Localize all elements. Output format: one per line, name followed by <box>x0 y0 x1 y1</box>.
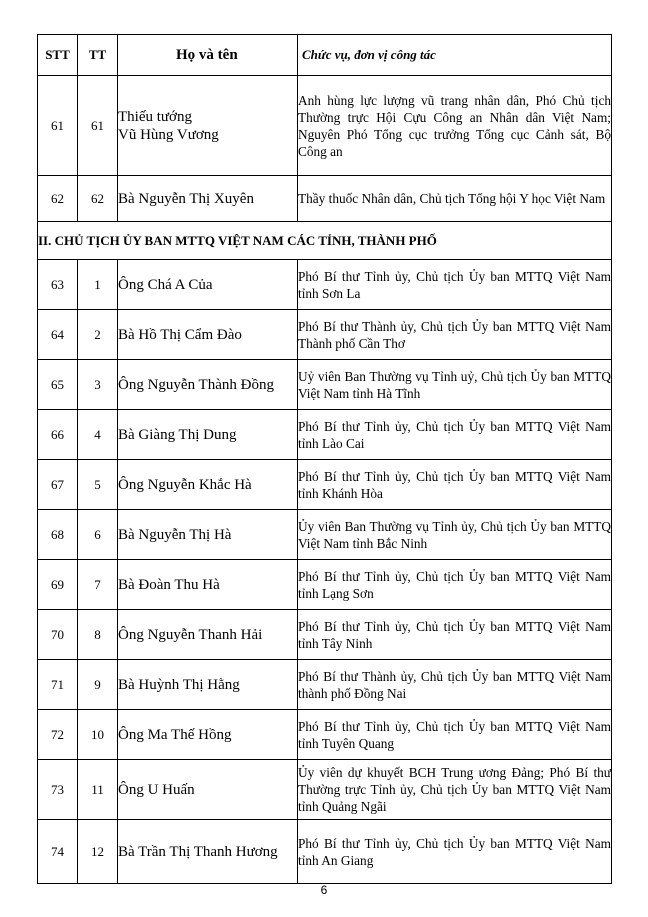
table-row <box>38 710 612 760</box>
stt-cell: 72 <box>38 710 78 760</box>
name-line-person: Vũ Hùng Vương <box>118 126 219 143</box>
table-row <box>38 460 612 510</box>
position-cell: Phó Bí thư Tỉnh ủy, Chủ tịch Ủy ban MTTQ Việt Nam tỉnh Sơn La <box>298 260 612 310</box>
position-cell: Phó Bí thư Tỉnh ủy, Chủ tịch Ủy ban MTTQ Việt Nam tỉnh Lào Cai <box>298 410 612 460</box>
name-cell: Bà Trần Thị Thanh Hương <box>118 820 298 884</box>
tt-cell: 61 <box>78 76 118 176</box>
stt-cell: 65 <box>38 360 78 410</box>
position-cell: Thầy thuốc Nhân dân, Chủ tịch Tổng hội Y học Việt Nam <box>298 176 612 222</box>
stt-cell: 63 <box>38 260 78 310</box>
member-table <box>37 34 612 884</box>
name-cell: Ông Nguyễn Thành Đồng <box>118 360 298 410</box>
tt-cell: 11 <box>78 760 118 820</box>
stt-cell: 70 <box>38 610 78 660</box>
tt-cell: 5 <box>78 460 118 510</box>
name-cell: Bà Giàng Thị Dung <box>118 410 298 460</box>
name-cell: Bà Huỳnh Thị Hằng <box>118 660 298 710</box>
table-row <box>38 820 612 884</box>
name-cell: Bà Hồ Thị Cẩm Đào <box>118 310 298 360</box>
stt-cell: 73 <box>38 760 78 820</box>
table-row <box>38 260 612 310</box>
page-number: 6 <box>320 883 328 897</box>
position-cell: Ủy viên dự khuyết BCH Trung ương Đảng; Phó Bí thư Thường trực Tỉnh ủy, Chủ tịch Ủy ban MTTQ Việt Nam tỉnh Quảng Ngãi <box>298 760 612 820</box>
stt-cell: 67 <box>38 460 78 510</box>
stt-cell: 71 <box>38 660 78 710</box>
table-row <box>38 610 612 660</box>
table-row <box>38 176 612 222</box>
section-row <box>38 222 612 260</box>
position-cell: Phó Bí thư Thành ủy, Chủ tịch Ủy ban MTTQ Việt Nam thành phố Đồng Nai <box>298 660 612 710</box>
position-cell: Phó Bí thư Tỉnh ủy, Chủ tịch Ủy ban MTTQ Việt Nam tỉnh Tây Ninh <box>298 610 612 660</box>
name-cell: Bà Nguyễn Thị Xuyên <box>118 176 298 222</box>
table-row <box>38 760 612 820</box>
name-cell: Bà Đoàn Thu Hà <box>118 560 298 610</box>
tt-cell: 62 <box>78 176 118 222</box>
table-row <box>38 360 612 410</box>
tt-cell: 9 <box>78 660 118 710</box>
header-name: Họ và tên <box>118 35 298 76</box>
table-row <box>38 560 612 610</box>
tt-cell: 1 <box>78 260 118 310</box>
header-tt: TT <box>78 35 118 76</box>
tt-cell: 3 <box>78 360 118 410</box>
tt-cell: 7 <box>78 560 118 610</box>
stt-cell: 64 <box>38 310 78 360</box>
stt-cell: 68 <box>38 510 78 560</box>
table-row <box>38 410 612 460</box>
stt-cell: 66 <box>38 410 78 460</box>
position-cell: Anh hùng lực lượng vũ trang nhân dân, Phó Chủ tịch Thường trực Hội Cựu Công an Nhân dân Việt Nam; Nguyên Phó Tổng cục trưởng Tổng cục Cảnh sát, Bộ Công an <box>298 76 612 176</box>
name-cell: Ông Ma Thế Hồng <box>118 710 298 760</box>
position-cell: Phó Bí thư Tỉnh ủy, Chủ tịch Ủy ban MTTQ Việt Nam tỉnh Khánh Hòa <box>298 460 612 510</box>
stt-cell: 61 <box>38 76 78 176</box>
table-row <box>38 510 612 560</box>
name-cell <box>118 76 298 176</box>
position-cell: Phó Bí thư Tỉnh ủy, Chủ tịch Ủy ban MTTQ Việt Nam tỉnh Lạng Sơn <box>298 560 612 610</box>
tt-cell: 8 <box>78 610 118 660</box>
position-cell: Phó Bí thư Thành ủy, Chủ tịch Ủy ban MTTQ Việt Nam Thành phố Cần Thơ <box>298 310 612 360</box>
table-row <box>38 310 612 360</box>
position-cell: Phó Bí thư Tỉnh ủy, Chủ tịch Ủy ban MTTQ Việt Nam tỉnh An Giang <box>298 820 612 884</box>
position-cell: Uỷ viên Ban Thường vụ Tỉnh uỷ, Chủ tịch Ủy ban MTTQ Việt Nam tỉnh Hà Tĩnh <box>298 360 612 410</box>
position-cell: Phó Bí thư Tỉnh ủy, Chủ tịch Ủy ban MTTQ Việt Nam tỉnh Tuyên Quang <box>298 710 612 760</box>
name-cell: Bà Nguyễn Thị Hà <box>118 510 298 560</box>
stt-cell: 62 <box>38 176 78 222</box>
stt-cell: 69 <box>38 560 78 610</box>
header-stt: STT <box>38 35 78 76</box>
header-position: Chức vụ, đơn vị công tác <box>298 35 612 76</box>
position-cell: Ủy viên Ban Thường vụ Tỉnh ủy, Chủ tịch Ủy ban MTTQ Việt Nam tỉnh Bắc Ninh <box>298 510 612 560</box>
tt-cell: 12 <box>78 820 118 884</box>
table-body-provinces <box>38 260 612 884</box>
table-row <box>38 76 612 176</box>
table-row <box>38 660 612 710</box>
stt-cell: 74 <box>38 820 78 884</box>
tt-cell: 4 <box>78 410 118 460</box>
name-cell: Ông Nguyễn Thanh Hải <box>118 610 298 660</box>
tt-cell: 6 <box>78 510 118 560</box>
name-line-rank: Thiếu tướng <box>118 108 192 125</box>
table-header <box>38 35 612 76</box>
name-cell: Ông Chá A Của <box>118 260 298 310</box>
name-cell: Ông Nguyễn Khắc Hà <box>118 460 298 510</box>
name-cell: Ông U Huấn <box>118 760 298 820</box>
tt-cell: 10 <box>78 710 118 760</box>
tt-cell: 2 <box>78 310 118 360</box>
section-title: II. CHỦ TỊCH ỦY BAN MTTQ VIỆT NAM CÁC TỈNH, THÀNH PHỐ <box>38 222 612 260</box>
